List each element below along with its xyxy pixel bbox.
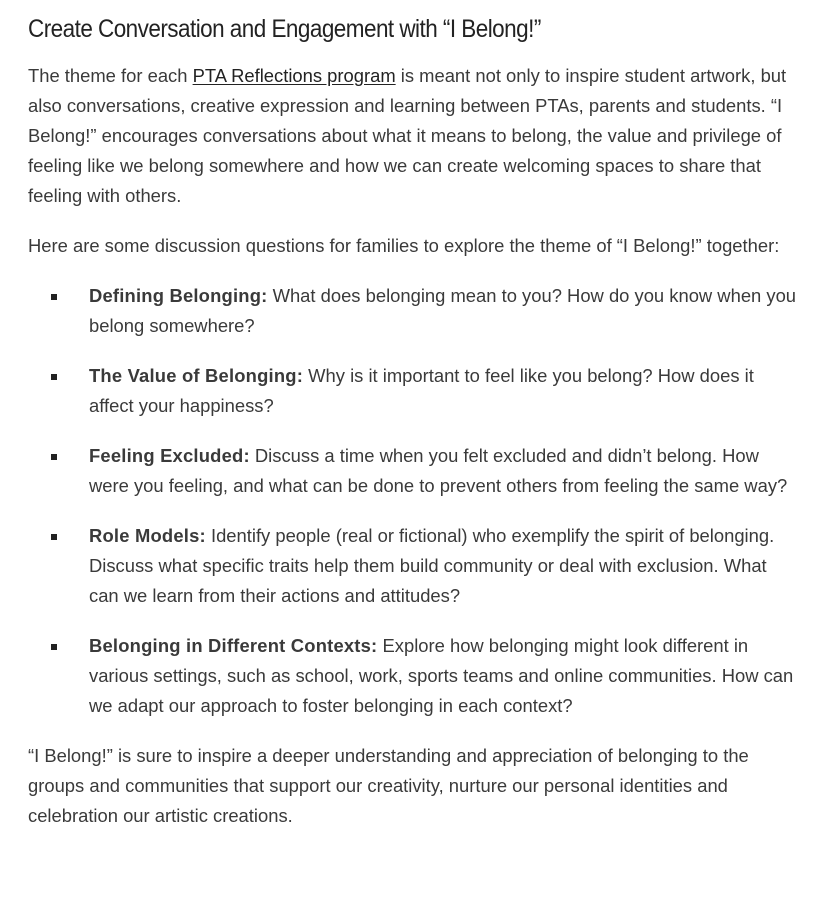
square-bullet-icon bbox=[51, 454, 57, 460]
question-text: What does belonging mean to you? How do you know when you belong somewhere? bbox=[89, 285, 797, 336]
question-term: Feeling Excluded: bbox=[89, 445, 250, 466]
closing-paragraph: “I Belong!” is sure to inspire a deeper understanding and appreciation of belonging to the groups and communities that support our creativity, nurture our personal identities and celebration our artistic creations. bbox=[28, 745, 749, 826]
question-text: Identify people (real or fictional) who exemplify the spirit of belonging. Discuss what specific traits help them build community or deal with exclusion. What can we learn from their actions and attitudes? bbox=[89, 525, 775, 606]
question-text: Explore how belonging might look different in various settings, such as school, work, sports teams and online communities. How can we adapt our approach to foster belonging in each context? bbox=[89, 635, 794, 716]
intro-text-before: The theme for each bbox=[28, 65, 193, 86]
question-term: Belonging in Different Contexts: bbox=[89, 635, 378, 656]
square-bullet-icon bbox=[51, 534, 57, 540]
discussion-questions-list bbox=[28, 281, 798, 721]
question-term: Role Models: bbox=[89, 525, 206, 546]
question-term: Defining Belonging: bbox=[89, 285, 268, 306]
article bbox=[28, 0, 798, 831]
list-item bbox=[28, 281, 798, 341]
question-text: Why is it important to feel like you belong? How does it affect your happiness? bbox=[89, 365, 754, 416]
list-item bbox=[28, 441, 798, 501]
intro-paragraph bbox=[28, 61, 798, 211]
question-text: Discuss a time when you felt excluded and didn’t belong. How were you feeling, and what can be done to prevent others from feeling the same way? bbox=[89, 445, 788, 496]
list-item bbox=[28, 361, 798, 421]
intro-text-after: is meant not only to inspire student artwork, but also conversations, creative expression and learning between PTAs, parents and students. “I Belong!” encourages conversations about what it means to belong, the value and privilege of feeling like we belong somewhere and how we can create welcoming spaces to share that feeling with others. bbox=[28, 65, 787, 206]
square-bullet-icon bbox=[51, 644, 57, 650]
pta-reflections-link[interactable]: PTA Reflections program bbox=[192, 65, 396, 86]
question-term: The Value of Belonging: bbox=[89, 365, 304, 386]
square-bullet-icon bbox=[51, 374, 57, 380]
page-title: Create Conversation and Engagement with “I Belong!” bbox=[28, 15, 541, 43]
square-bullet-icon bbox=[51, 294, 57, 300]
list-item bbox=[28, 521, 798, 611]
list-item bbox=[28, 631, 798, 721]
discussion-intro-paragraph: Here are some discussion questions for families to explore the theme of “I Belong!” together: bbox=[28, 235, 780, 256]
